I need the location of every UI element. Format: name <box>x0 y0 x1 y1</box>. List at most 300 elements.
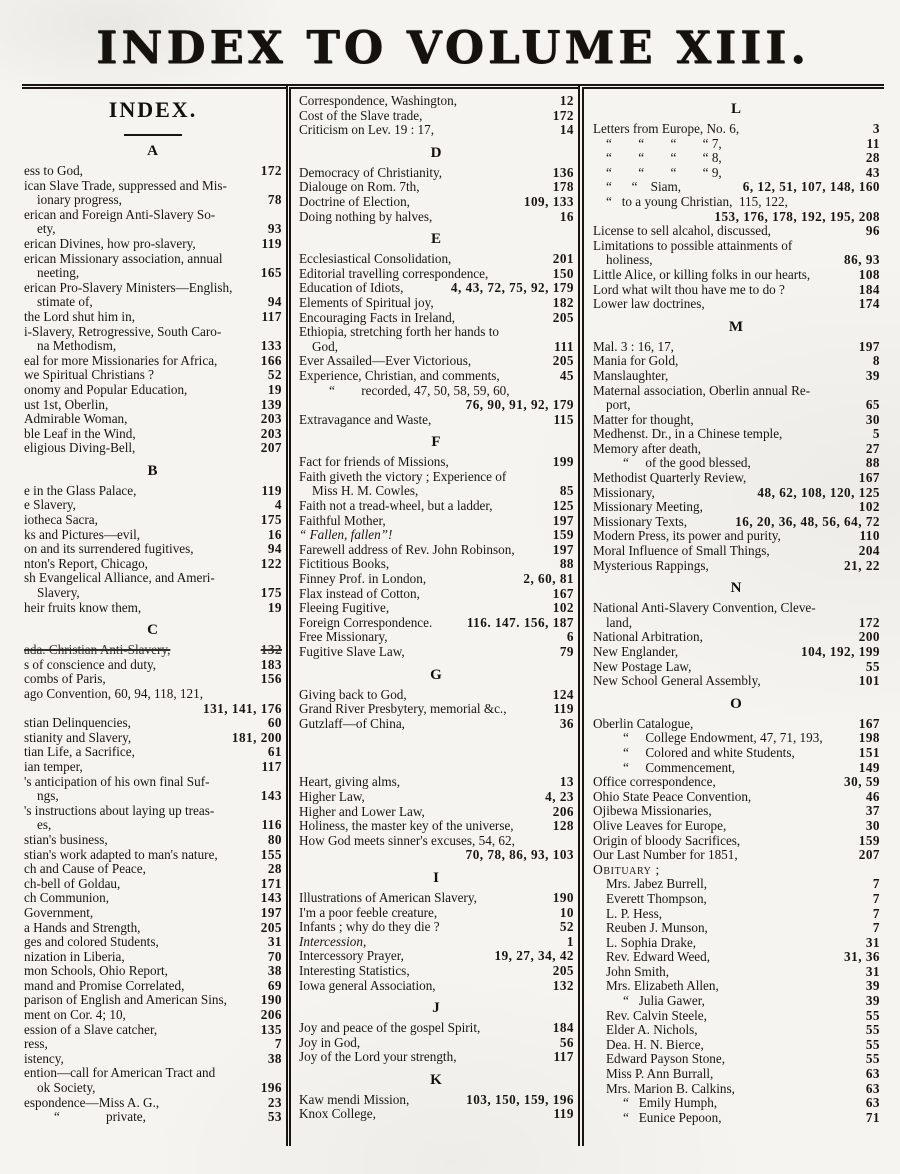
entry-page-number: 39 <box>865 978 880 994</box>
entry-text: Rev. Calvin Steele, <box>606 1007 707 1023</box>
entry-text: parison of English and American Sins, <box>24 992 227 1008</box>
entry-page-number: 38 <box>267 1050 282 1066</box>
index-entry <box>299 514 574 529</box>
entry-text: John Smith, <box>606 963 670 979</box>
entry-text: Manslaughter, <box>593 367 669 383</box>
entry-text: Government, <box>24 904 94 920</box>
entry-text: nton's Report, Chicago, <box>24 555 148 571</box>
entry-text: New School General Assembly, <box>593 673 761 689</box>
index-entry <box>299 94 574 109</box>
entry-page-number: 181, 200 <box>231 729 282 745</box>
index-entry <box>24 398 282 413</box>
entry-page-number: 63 <box>865 1080 880 1096</box>
entry-text: Origin of bloody Sacrifices, <box>593 832 741 848</box>
index-entry <box>299 834 574 849</box>
index-heading: INDEX. <box>108 97 198 122</box>
index-entry <box>24 702 282 717</box>
entry-text: Dialouge on Rom. 7th, <box>299 179 420 195</box>
index-entry <box>593 936 880 951</box>
column-entries <box>593 101 880 1125</box>
index-entry <box>299 920 574 935</box>
index-entry <box>299 109 574 124</box>
entry-page-number: 199 <box>552 454 574 470</box>
column-entries <box>24 143 282 1125</box>
entry-page-number: 103, 150, 159, 196 <box>466 1091 574 1107</box>
index-entry <box>299 848 574 863</box>
entry-text: s of conscience and duty, <box>24 656 157 672</box>
entry-text: ession of a Slave catcher, <box>24 1021 158 1037</box>
index-entry <box>24 921 282 936</box>
index-entry <box>299 1036 574 1051</box>
index-entry <box>299 528 574 543</box>
entry-text: Joy of the Lord your strength, <box>299 1049 457 1065</box>
entry-text: 's instructions about laying up treas- <box>24 802 215 818</box>
entry-text: na Methodism, <box>37 338 117 354</box>
entry-page-number: 30 <box>865 411 880 427</box>
entry-text: National Anti-Slavery Convention, Cleve- <box>593 600 816 616</box>
index-entry <box>593 645 880 660</box>
index-entry <box>593 413 880 428</box>
index-entry <box>593 529 880 544</box>
entry-text: New Englander, <box>593 644 679 659</box>
index-entry <box>299 790 574 805</box>
entry-text: Lower law doctrines, <box>593 296 705 312</box>
entry-page-number: 197 <box>858 338 880 354</box>
entry-page-number: 116 <box>261 817 282 833</box>
index-entry <box>24 368 282 383</box>
index-entry <box>299 601 574 616</box>
index-entry <box>593 674 880 689</box>
entry-page-number: 119 <box>261 235 282 251</box>
entry-page-number: 63 <box>865 1095 880 1111</box>
index-entry <box>299 979 574 994</box>
entry-text: Rev. Edward Weed, <box>606 949 711 965</box>
entry-text: “ Commencement, <box>623 759 736 775</box>
entry-page-number: 143 <box>260 788 282 804</box>
entry-text: Joy and peace of the gospel Spirit, <box>299 1020 481 1036</box>
section-gap <box>299 731 574 775</box>
entry-page-number: 31 <box>865 963 880 979</box>
entry-text: ican Slave Trade, suppressed and Mis- <box>24 177 227 193</box>
entry-text: “ “ “ “ 8, <box>606 150 722 166</box>
index-entry <box>299 484 574 499</box>
index-entry <box>593 1111 880 1126</box>
entry-text: Miss P. Ann Burrall, <box>606 1066 714 1082</box>
entry-text: Obituary ; <box>593 861 660 877</box>
section-letter: K <box>430 1071 443 1088</box>
index-entry <box>299 775 574 790</box>
index-entry <box>24 441 282 456</box>
entry-text: Kaw mendi Mission, <box>299 1091 410 1107</box>
entry-text: e Slavery, <box>24 497 76 513</box>
entry-page-number: 19 <box>267 599 282 615</box>
entry-page-number: 10 <box>559 904 574 920</box>
entry-text: National Arbitration, <box>593 629 703 645</box>
entry-page-number: 167 <box>858 715 880 731</box>
entry-page-number: 135 <box>260 1021 282 1037</box>
page-title: INDEX TO VOLUME XIII. <box>96 21 810 74</box>
index-entry <box>24 745 282 760</box>
entry-page-number: 101 <box>858 673 880 689</box>
entry-page-number: 4 <box>274 497 282 513</box>
index-entry <box>24 542 282 557</box>
section-letter: B <box>147 462 159 479</box>
entry-page-number: 31 <box>865 934 880 950</box>
index-entry <box>24 804 282 819</box>
entry-page-number: 8 <box>872 353 880 369</box>
entry-text: Mania for Gold, <box>593 353 679 369</box>
entry-text: “ Eunice Pepoon, <box>623 1109 722 1125</box>
entry-text: ention—call for American Tract and <box>24 1065 216 1081</box>
entry-page-number: 7 <box>872 920 880 936</box>
index-entry <box>593 122 880 137</box>
entry-text: Everett Thompson, <box>606 890 707 906</box>
entry-text: I'm a poor feeble creature, <box>299 904 438 920</box>
entry-text: Higher Law, <box>299 788 365 804</box>
index-entry <box>24 484 282 499</box>
entry-text: onomy and Popular Education, <box>24 381 188 397</box>
entry-page-number: 151 <box>858 744 880 760</box>
entry-page-number: 85 <box>559 483 574 499</box>
index-entry <box>593 253 880 268</box>
entry-page-number: 61 <box>267 744 282 760</box>
index-entry <box>593 456 880 471</box>
entry-page-number: 205 <box>552 353 574 369</box>
entry-page-number: 94 <box>267 541 282 557</box>
entry-text: Mysterious Rappings, <box>593 557 709 573</box>
entry-page-number: 39 <box>865 367 880 383</box>
entry-page-number: 205 <box>552 962 574 978</box>
entry-page-number: 200 <box>858 629 880 645</box>
index-entry <box>593 804 880 819</box>
entry-text: Infants ; why do they die ? <box>299 919 440 935</box>
entry-text: Ojibewa Missionaries, <box>593 803 712 819</box>
index-entry <box>24 237 282 252</box>
index-entry <box>299 1107 574 1122</box>
entry-text: Olive Leaves for Europe, <box>593 817 727 833</box>
index-entry <box>299 369 574 384</box>
index-entry <box>299 572 574 587</box>
index-entry <box>593 500 880 515</box>
entry-page-number: 171 <box>260 875 282 891</box>
index-entry <box>593 354 880 369</box>
index-entry <box>24 862 282 877</box>
entry-text: Memory after death, <box>593 440 702 456</box>
index-entry <box>593 384 880 399</box>
entry-page-number: 63 <box>865 1066 880 1082</box>
index-entry <box>24 601 282 616</box>
entry-text: ian temper, <box>24 758 83 774</box>
entry-page-number: 116. 147. 156, 187 <box>466 614 574 630</box>
entry-page-number: 203 <box>260 425 282 441</box>
entry-text: ok Society, <box>37 1080 96 1096</box>
entry-page-number: 19, 27, 34, 42 <box>494 948 574 964</box>
entry-page-number: 117 <box>261 308 282 324</box>
index-entry <box>299 180 574 195</box>
entry-page-number: 197 <box>552 512 574 528</box>
entry-text: neeting, <box>37 265 80 281</box>
index-entry <box>24 731 282 746</box>
index-entry <box>299 688 574 703</box>
entry-text: Heart, giving alms, <box>299 774 401 790</box>
index-entry <box>299 311 574 326</box>
index-entry <box>593 137 880 152</box>
entry-page-number: 21, 22 <box>844 557 880 573</box>
index-entry <box>299 805 574 820</box>
entry-page-number: 30 <box>865 817 880 833</box>
entry-text: Intercessory Prayer, <box>299 948 404 964</box>
index-entry <box>593 442 880 457</box>
entry-text: Free Missionary, <box>299 629 388 645</box>
entry-text: Fact for friends of Missions, <box>299 454 449 470</box>
index-entry <box>299 1021 574 1036</box>
index-entry <box>593 559 880 574</box>
entry-page-number: 122 <box>260 555 282 571</box>
entry-text: Farewell address of Rev. John Robinson, <box>299 541 515 557</box>
entry-page-number: 143 <box>260 890 282 906</box>
index-entry <box>24 658 282 673</box>
entry-page-number: 203 <box>260 411 282 427</box>
entry-page-number: 125 <box>552 498 574 514</box>
entry-page-number: 55 <box>865 1036 880 1052</box>
entry-page-number: 128 <box>552 818 574 834</box>
entry-text: Editorial travelling correspondence, <box>299 265 489 281</box>
entry-page-number: 27 <box>865 440 880 456</box>
entry-text: tian Life, a Sacrifice, <box>24 744 135 760</box>
index-entry <box>24 1110 282 1125</box>
entry-text: 's anticipation of his own final Suf- <box>24 773 210 789</box>
entry-text: L. P. Hess, <box>606 905 663 921</box>
index-entry <box>24 513 282 528</box>
entry-text: Faithful Mother, <box>299 512 386 528</box>
index-entry <box>299 906 574 921</box>
entry-text: Ecclesiastical Consolidation, <box>299 251 452 267</box>
index-entry <box>593 166 880 181</box>
entry-page-number: 201 <box>552 251 574 267</box>
entry-text: ress, <box>24 1036 48 1052</box>
index-entry <box>24 295 282 310</box>
entry-text: License to sell alcahol, discussed, <box>593 223 771 239</box>
entry-page-number: 153, 176, 178, 192, 195, 208 <box>714 208 880 224</box>
index-entry <box>299 717 574 732</box>
entry-text: on and its surrendered fugitives, <box>24 541 194 557</box>
entry-text: ago Convention, 60, 94, 118, 121, <box>24 686 203 701</box>
index-entry <box>24 1096 282 1111</box>
entry-text: Missionary Meeting, <box>593 499 703 515</box>
index-entry <box>593 544 880 559</box>
entry-text: “ of the good blessed, <box>623 455 751 471</box>
index-entry <box>24 325 282 340</box>
entry-text: ges and colored Students, <box>24 934 159 950</box>
entry-text: “ Colored and white Students, <box>623 744 795 760</box>
entry-text: holiness, <box>606 252 653 268</box>
entry-page-number: 39 <box>865 993 880 1009</box>
index-entry <box>24 498 282 513</box>
index-entry <box>593 297 880 312</box>
entry-text: heir fruits know them, <box>24 599 142 615</box>
entry-page-number: 149 <box>858 759 880 775</box>
entry-page-number: 13 <box>559 774 574 790</box>
entry-text: Faith giveth the victory ; Experience of <box>299 468 507 484</box>
index-entry <box>24 557 282 572</box>
index-entry <box>24 1081 282 1096</box>
section-letter: D <box>430 144 443 161</box>
index-entry <box>593 210 880 225</box>
entry-text: Doctrine of Election, <box>299 193 410 209</box>
entry-page-number: 19 <box>267 381 282 397</box>
index-entry <box>299 398 574 413</box>
entry-page-number: 119 <box>261 482 282 498</box>
index-entry <box>24 571 282 586</box>
entry-text: Office correspondence, <box>593 774 716 790</box>
entry-page-number: 2, 60, 81 <box>523 571 574 587</box>
entry-text: L. Sophia Drake, <box>606 934 697 950</box>
entry-text: Faith not a tread-wheel, but a ladder, <box>299 498 493 514</box>
entry-page-number: 159 <box>858 832 880 848</box>
index-entry <box>593 1096 880 1111</box>
entry-page-number: 174 <box>858 296 880 312</box>
entry-page-number: 28 <box>267 861 282 877</box>
entry-text: How God meets sinner's excuses, 54, 62, <box>299 832 515 848</box>
entry-text: Joy in God, <box>299 1034 361 1050</box>
section-letter: E <box>430 231 442 248</box>
entry-page-number: 150 <box>552 265 574 281</box>
index-entry <box>299 702 574 717</box>
entry-text: Mrs. Marion B. Calkins, <box>606 1080 735 1096</box>
index-entry <box>299 1050 574 1065</box>
entry-text: stimate of, <box>37 294 93 310</box>
index-entry <box>299 325 574 340</box>
entry-text: ust 1st, Oberlin, <box>24 396 109 412</box>
entry-page-number: 115 <box>553 411 574 427</box>
entry-page-number: 60 <box>267 715 282 731</box>
index-entry <box>593 1038 880 1053</box>
entry-text: Letters from Europe, No. 6, <box>593 121 740 136</box>
entry-text: Mal. 3 : 16, 17, <box>593 338 674 354</box>
entry-page-number: 4, 23 <box>545 788 574 804</box>
entry-page-number: 16 <box>559 208 574 224</box>
entry-text: “ to a young Christian, 115, 122, <box>606 193 788 209</box>
entry-page-number: 86, 93 <box>844 252 880 268</box>
index-entry <box>299 195 574 210</box>
entry-page-number: 207 <box>260 440 282 456</box>
index-entry <box>299 470 574 485</box>
entry-page-number: 167 <box>858 470 880 486</box>
entry-text: erican and Foreign Anti-Slavery So- <box>24 206 216 222</box>
entry-page-number: 184 <box>858 281 880 297</box>
index-entry <box>593 863 880 878</box>
entry-page-number: 31, 36 <box>844 949 880 965</box>
index-entry <box>593 340 880 355</box>
entry-page-number: 124 <box>552 686 574 702</box>
entry-page-number: 45 <box>559 367 574 383</box>
index-entry <box>299 891 574 906</box>
entry-page-number: 156 <box>260 671 282 687</box>
entry-page-number: 117 <box>261 758 282 774</box>
entry-page-number: 3 <box>872 121 880 136</box>
index-entry <box>299 455 574 470</box>
entry-page-number: 139 <box>260 396 282 412</box>
entry-page-number: 167 <box>552 585 574 601</box>
entry-page-number: 76, 90, 91, 92, 179 <box>465 397 574 413</box>
entry-text: ch-bell of Goldau, <box>24 875 121 891</box>
index-entry <box>299 123 574 138</box>
entry-page-number: 205 <box>260 919 282 935</box>
index-entry <box>593 892 880 907</box>
entry-page-number: 7 <box>872 905 880 921</box>
entry-page-number: 28 <box>865 150 880 166</box>
entry-page-number: 204 <box>858 543 880 559</box>
entry-text: Fugitive Slave Law, <box>299 644 405 659</box>
entry-page-number: 197 <box>260 904 282 920</box>
entry-text: God, <box>312 338 339 354</box>
entry-page-number: 132 <box>552 977 574 993</box>
entry-text: Foreign Correspondence. <box>299 614 433 630</box>
index-entry <box>24 427 282 442</box>
entry-text: es, <box>37 817 52 833</box>
index-column-3 <box>578 84 884 1146</box>
entry-text: Dea. H. N. Bierce, <box>606 1036 704 1052</box>
entry-page-number: 175 <box>260 585 282 601</box>
entry-page-number: 206 <box>260 1007 282 1023</box>
entry-page-number: 190 <box>260 992 282 1008</box>
entry-text: i-Slavery, Retrogressive, South Caro- <box>24 323 222 339</box>
index-entry <box>593 746 880 761</box>
entry-text: Missionary Texts, <box>593 513 688 529</box>
entry-page-number: 119 <box>553 1106 574 1122</box>
entry-text: Maternal association, Oberlin annual Re- <box>593 382 811 398</box>
index-entry <box>593 1067 880 1082</box>
entry-text: Medhenst. Dr., in a Chinese temple, <box>593 426 783 442</box>
index-entry <box>24 1052 282 1067</box>
index-entry <box>24 950 282 965</box>
index-entry <box>593 1023 880 1038</box>
index-entry <box>24 193 282 208</box>
entry-text: ks and Pictures—evil, <box>24 526 141 542</box>
section-letter: A <box>147 143 159 159</box>
entry-text: erican Divines, how pro-slavery, <box>24 235 196 251</box>
entry-text: “ Fallen, fallen”! <box>299 527 393 543</box>
entry-text: Giving back to God, <box>299 686 407 702</box>
entry-page-number: 65 <box>865 397 880 413</box>
entry-page-number: 43 <box>865 164 880 180</box>
index-entry <box>24 833 282 848</box>
entry-text: Moral Influence of Small Things, <box>593 543 770 559</box>
index-entry <box>24 383 282 398</box>
index-entry <box>593 921 880 936</box>
entry-page-number: 55 <box>865 1007 880 1023</box>
entry-page-number: 52 <box>267 367 282 383</box>
entry-text: Intercession, <box>299 933 367 949</box>
entry-page-number: 172 <box>858 614 880 630</box>
index-entry <box>299 354 574 369</box>
entry-page-number: 37 <box>865 803 880 819</box>
index-entry <box>593 994 880 1009</box>
entry-page-number: 88 <box>865 455 880 471</box>
entry-text: eal for more Missionaries for Africa, <box>24 352 218 368</box>
entry-page-number: 12 <box>559 93 574 108</box>
entry-text: Fictitious Books, <box>299 556 390 572</box>
index-entry <box>593 239 880 254</box>
entry-text: “ “ “ “ 9, <box>606 164 722 180</box>
index-entry <box>593 1009 880 1024</box>
index-entry <box>593 486 880 501</box>
entry-text: New Postage Law, <box>593 658 692 674</box>
entry-page-number: 183 <box>260 656 282 672</box>
entry-text: Gutzlaff—of China, <box>299 715 405 731</box>
entry-page-number: 184 <box>552 1020 574 1036</box>
index-entry <box>24 672 282 687</box>
